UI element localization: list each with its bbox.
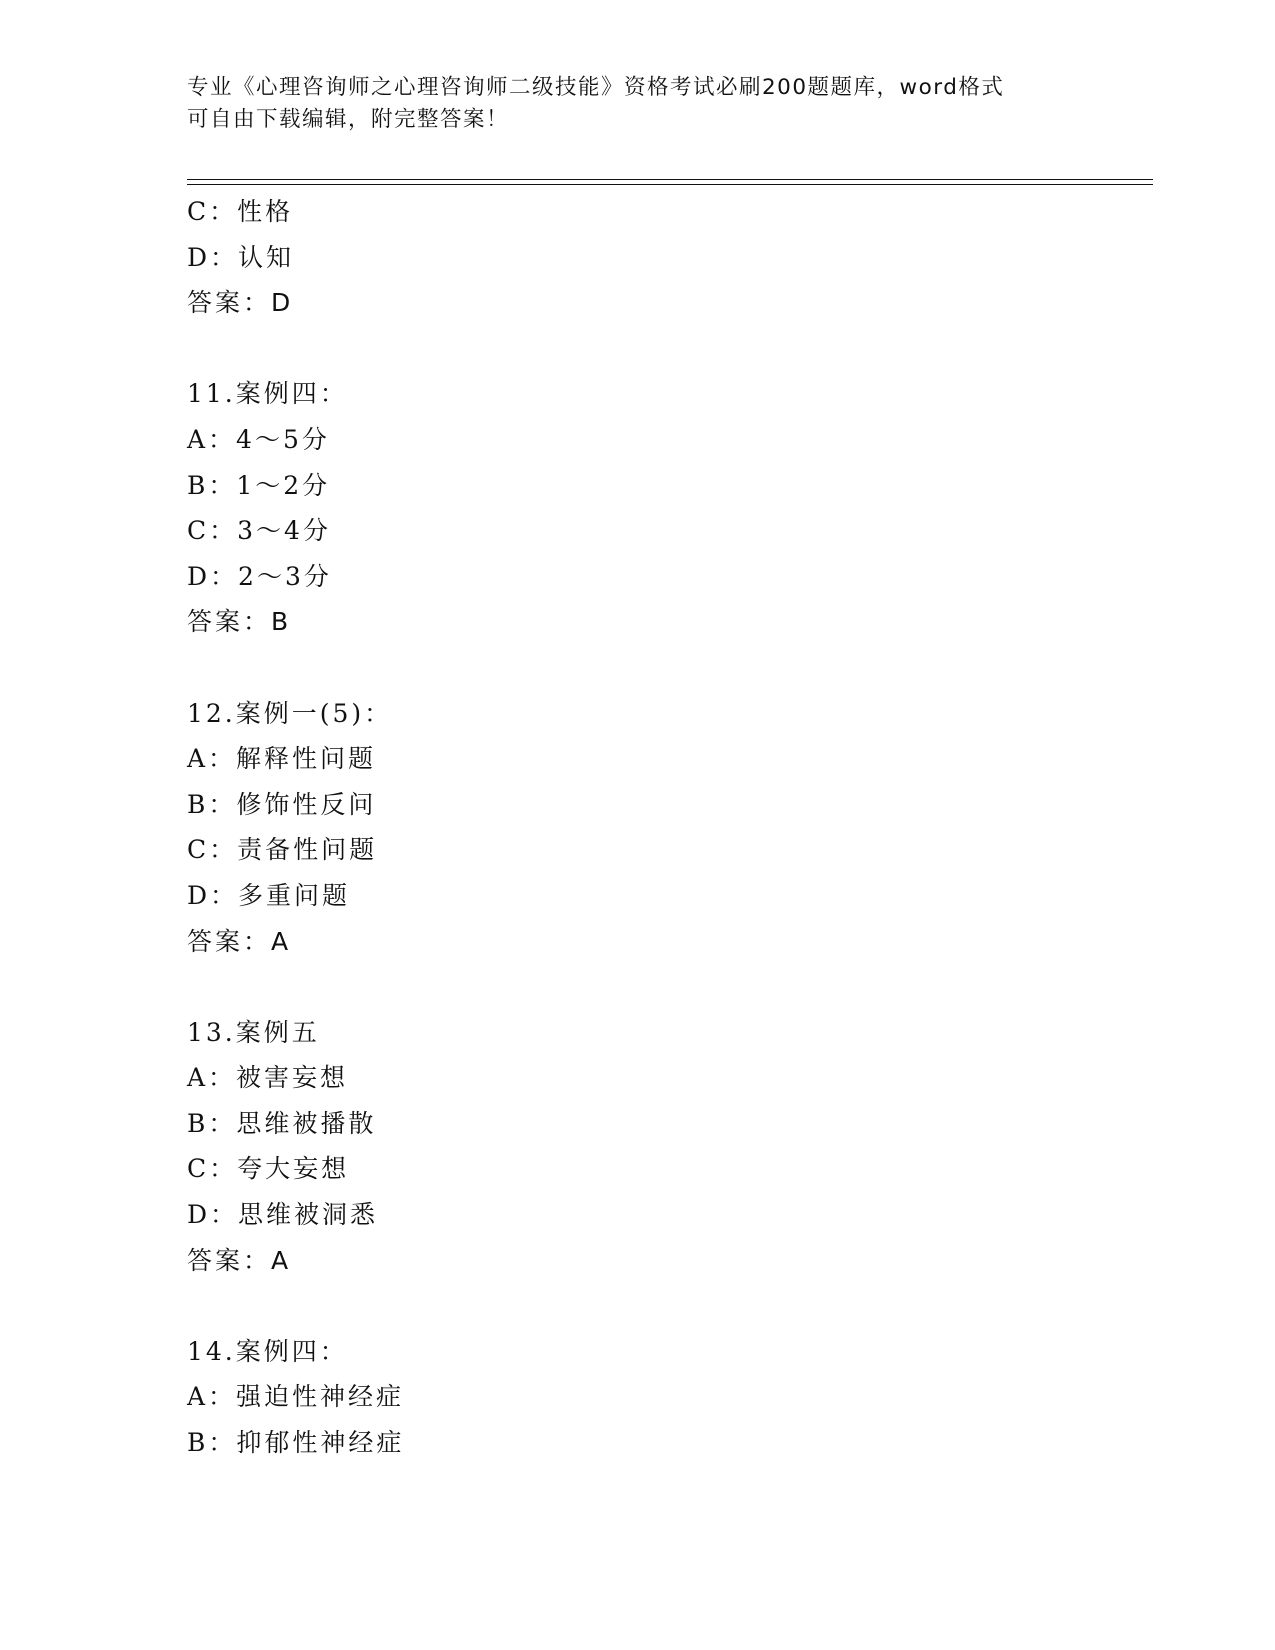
- question-list: [187, 189, 1147, 1466]
- option-line: B：修饰性反问: [187, 789, 377, 819]
- option-line: A：被害妄想: [187, 1063, 349, 1093]
- header-divider-bottom: [187, 184, 1153, 185]
- header-title-line-2: 可自由下载编辑，附完整答案！: [187, 107, 510, 132]
- option-line: C：责备性问题: [187, 835, 378, 865]
- option-line: D：多重问题: [187, 880, 351, 910]
- header-title-line-1: 专业《心理咨询师之心理咨询师二级技能》资格考试必刷200题题库，word格式: [187, 75, 1005, 100]
- answer-line: 答案：B: [187, 607, 292, 637]
- answer-line: 答案：D: [187, 288, 294, 318]
- question-line: 14.案例四：: [187, 1336, 348, 1366]
- answer-line: 答案：A: [187, 1245, 292, 1275]
- document-header: [187, 72, 1087, 136]
- blank-line: [187, 1283, 1147, 1329]
- option-line: A：4～5分: [187, 424, 330, 454]
- answer-line: 答案：A: [187, 926, 292, 956]
- option-line: B：抑郁性神经症: [187, 1428, 405, 1458]
- option-line: B：1～2分: [187, 470, 331, 500]
- option-line: C：夸大妄想: [187, 1154, 350, 1184]
- question-line: 13.案例五: [187, 1017, 320, 1047]
- blank-line: [187, 964, 1147, 1010]
- option-line: B：思维被播散: [187, 1108, 377, 1138]
- blank-line: [187, 645, 1147, 691]
- option-line: D：思维被洞悉: [187, 1200, 379, 1230]
- option-line: A：强迫性神经症: [187, 1382, 405, 1412]
- option-line: A：解释性问题: [187, 744, 377, 774]
- question-line: 11.案例四：: [187, 379, 348, 409]
- blank-line: [187, 326, 1147, 372]
- option-line: C：性格: [187, 197, 294, 226]
- header-divider-top: [187, 179, 1153, 180]
- question-line: 12.案例一(5)：: [187, 698, 393, 728]
- option-line: D：认知: [187, 242, 295, 272]
- option-line: C：3～4分: [187, 516, 331, 546]
- option-line: D：2～3分: [187, 561, 332, 591]
